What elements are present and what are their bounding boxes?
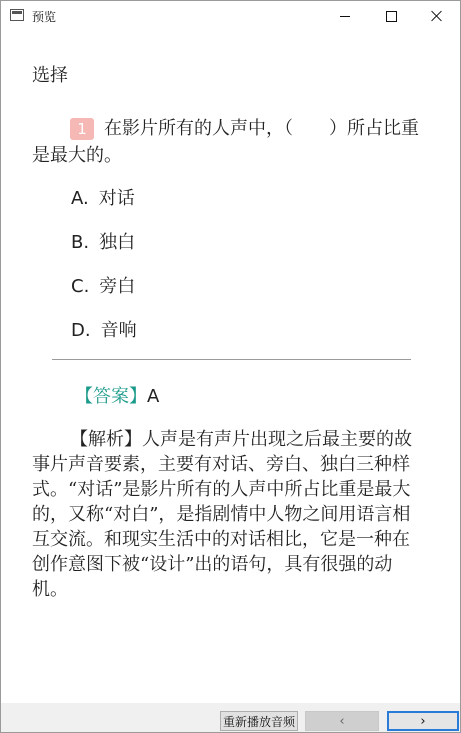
previous-button[interactable] [305,711,379,731]
question-text: 在影片所有的人声中，（ ）所占比重是最大的。 [32,118,419,166]
option-text: 独白 [99,232,136,253]
option-letter: C. [71,276,90,297]
bottom-toolbar [1,703,460,732]
answer-label: 【答案】 [75,386,147,407]
option-text: 旁白 [99,276,136,297]
close-button[interactable] [414,1,460,31]
chevron-right-icon: › [420,713,426,729]
option-text: 对话 [98,188,135,209]
answer-value: A [147,386,160,407]
option-b [71,228,135,254]
window-title: 预览 [32,10,57,24]
option-letter: B. [71,232,90,253]
chevron-left-icon: ‹ [339,713,345,729]
option-text: 音响 [100,320,137,341]
question-number-badge: 1 [70,118,94,140]
option-a [71,184,135,210]
divider [52,359,411,360]
close-icon [431,10,443,22]
minimize-icon [340,16,350,17]
option-letter: A. [71,188,89,209]
replay-audio-button[interactable]: 重新播放音频 [220,711,298,731]
option-d [71,316,137,342]
maximize-button[interactable] [368,1,414,31]
minimize-button[interactable] [322,1,368,31]
next-button[interactable] [387,711,459,731]
analysis-label: 【解析】 [70,429,142,450]
title-bar[interactable] [1,1,460,31]
answer-line [75,382,159,408]
question-stem [32,115,427,169]
option-c [71,272,135,298]
section-heading: 选择 [32,65,68,86]
maximize-icon [386,11,397,22]
analysis-paragraph [32,427,427,602]
analysis-text: 人声是有声片出现之后最主要的故事片声音要素，主要有对话、旁白、独白三种样式。“对话”是影片所有的人声中所占比重是最大的，又称“对白”，是指剧情中人物之间用语言相互交流。和现实生活中的对话相比，它是一种在创作意图下被“设计”出的语句，具有很强的动机。 [32,429,412,600]
option-letter: D. [71,320,91,341]
window-app-icon [10,9,24,21]
